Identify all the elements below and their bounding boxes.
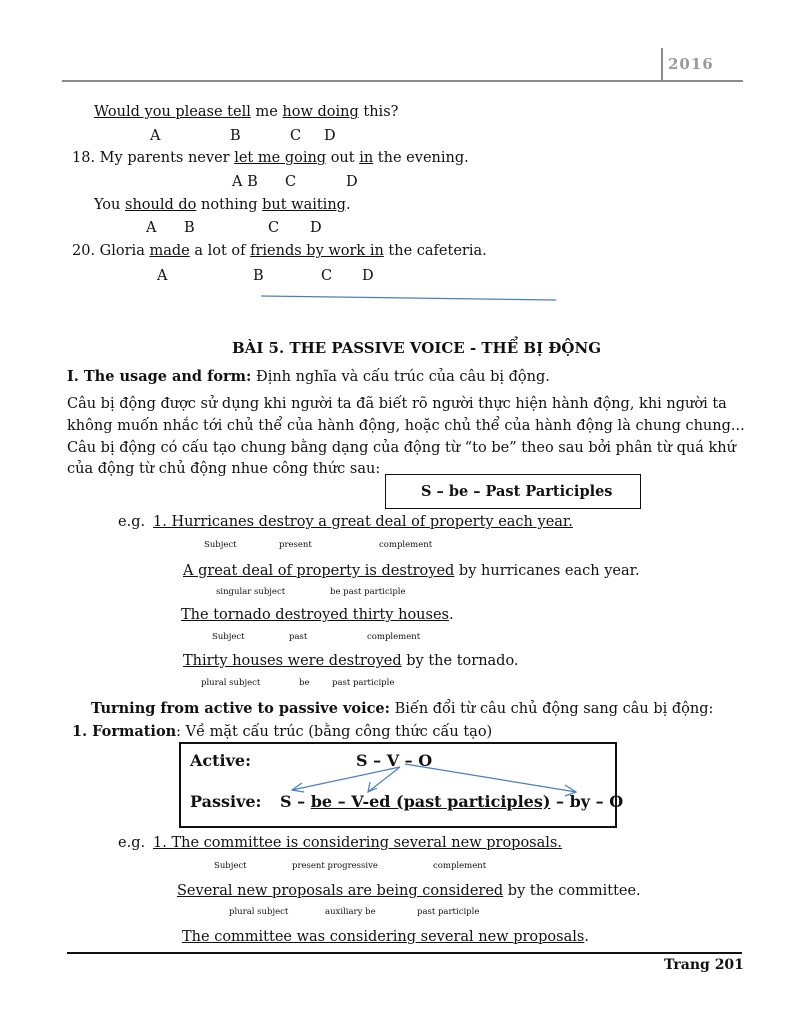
label-subject: Subject [214, 861, 247, 871]
sentence-underlined: Several new proposals are being considered [177, 883, 504, 899]
letter-a: A [157, 268, 168, 284]
section-1-heading [67, 368, 550, 385]
active-formula: S – V – O [356, 751, 433, 770]
sentence-underlined: A great deal of property is destroyed [183, 563, 455, 579]
example-1-sentence [153, 514, 573, 530]
letter-a: A [146, 220, 157, 236]
example-3-sentence [181, 607, 454, 623]
letter-d: D [362, 268, 374, 284]
label-past-participle: past participle [332, 678, 395, 688]
letter-d: D [310, 220, 322, 236]
label-be: be [299, 678, 310, 688]
text: 18. My parents never [72, 150, 235, 166]
label-past-participle: past participle [417, 907, 480, 917]
turning-desc: Biến đổi từ câu chủ động sang câu bị động: [390, 701, 714, 717]
label-present: present [279, 540, 312, 550]
letter-c: C [268, 220, 280, 236]
option-a-b: should do [125, 197, 197, 213]
letter-ab: A B [232, 174, 258, 190]
text: 20. Gloria [72, 243, 150, 259]
text: You [94, 197, 125, 213]
formation-label: 1. Formation [72, 723, 177, 740]
text: out [326, 150, 360, 166]
letter-d: D [324, 128, 336, 144]
letter-b: B [184, 220, 195, 236]
example-7-sentence [182, 929, 589, 945]
passive-be-ved: be – V-ed (past participles) [310, 792, 551, 811]
text: nothing [196, 197, 263, 213]
paragraph-2-line-1: Câu bị động có cấu tạo chung bằng dạng của động từ “to be” theo sau bởi phân từ quá khứ [67, 440, 736, 456]
text: me [250, 104, 283, 120]
label-plural-subject: plural subject [201, 678, 261, 688]
text: the evening. [373, 150, 469, 166]
formation-heading [72, 723, 492, 740]
letter-c: C [290, 128, 302, 144]
letter-c: C [285, 174, 297, 190]
label-complement: complement [379, 540, 433, 550]
label-complement: complement [433, 861, 487, 871]
turning-label: Turning from active to passive voice: [91, 700, 390, 717]
option-a-b: let me going [234, 150, 327, 166]
label-singular-subject: singular subject [216, 587, 286, 597]
sentence-underlined: 1. The committee is considering several new proposals. [153, 835, 562, 851]
letter-a: A [150, 128, 161, 144]
sentence-underlined: 1. Hurricanes destroy a great deal of property each year. [153, 514, 573, 530]
text: . [345, 197, 351, 213]
passive-by-o: – by – O [550, 792, 624, 811]
text: this? [358, 104, 399, 120]
example-5-sentence [153, 835, 562, 851]
section-1-label: I. The usage and form: [67, 368, 252, 385]
example-4-sentence [183, 653, 519, 669]
separator-line [261, 296, 556, 300]
option-a: made [149, 243, 190, 259]
footer-rule [67, 952, 742, 954]
active-label: Active: [190, 751, 252, 770]
passive-s: S – [280, 792, 311, 811]
formation-desc: : Về mặt cấu trúc (bằng công thức cấu tạo) [176, 724, 493, 740]
option-c-d: how doing [282, 104, 359, 120]
label-plural-subject: plural subject [229, 907, 289, 917]
sentence-underlined: The tornado destroyed thirty houses [181, 607, 449, 623]
turning-heading [91, 700, 713, 717]
sentence-rest: by the committee. [503, 883, 641, 899]
formula-text: S – be – Past Participles [421, 483, 613, 500]
paragraph-1-line-1: Câu bị động được sử dụng khi người ta đã biết rõ người thực hiện hành động, khi người ta [67, 396, 727, 412]
eg-label: e.g. [118, 835, 146, 851]
text: a lot of [189, 243, 251, 259]
example-2-sentence [183, 563, 640, 579]
letter-d: D [346, 174, 358, 190]
label-past: past [289, 632, 308, 642]
label-be-pp: be past participle [330, 587, 406, 597]
letter-b: B [230, 128, 241, 144]
option-c: in [359, 150, 374, 166]
option-a-b: Would you please tell [94, 104, 251, 120]
label-auxiliary-be: auxiliary be [325, 907, 376, 917]
paragraph-1-line-2: không muốn nhắc tới chủ thể của hành động, hoặc chủ thể của hành động là chung chung... [67, 418, 745, 434]
passive-label: Passive: [190, 792, 262, 811]
sentence-rest: . [584, 929, 589, 945]
lesson-title: BÀI 5. THE PASSIVE VOICE - THỂ BỊ ĐỘNG [232, 339, 602, 357]
passive-formula [280, 792, 623, 811]
header-year: 2016 [668, 55, 714, 73]
section-1-desc: Định nghĩa và cấu trúc của câu bị động. [251, 369, 550, 385]
page-number: Trang 201 [664, 957, 744, 973]
sentence-underlined: The committee was considering several new proposals [182, 929, 585, 945]
option-b-c-d: friends by work in [250, 243, 384, 259]
label-subject: Subject [212, 632, 245, 642]
text: the cafeteria. [383, 243, 487, 259]
eg-label: e.g. [118, 514, 146, 530]
option-c-d: but waiting [262, 197, 346, 213]
label-present-progressive: present progressive [292, 861, 378, 871]
label-complement: complement [367, 632, 421, 642]
example-6-sentence [177, 883, 641, 899]
letter-c: C [321, 268, 333, 284]
paragraph-2-line-2: của động từ chủ động nhue công thức sau: [67, 461, 381, 477]
sentence-rest: by hurricanes each year. [454, 563, 640, 579]
sentence-rest: by the tornado. [401, 653, 519, 669]
label-subject: Subject [204, 540, 237, 550]
passive-row [190, 792, 261, 811]
letter-b: B [253, 268, 264, 284]
sentence-underlined: Thirty houses were destroyed [183, 653, 402, 669]
sentence-rest: . [448, 607, 454, 623]
